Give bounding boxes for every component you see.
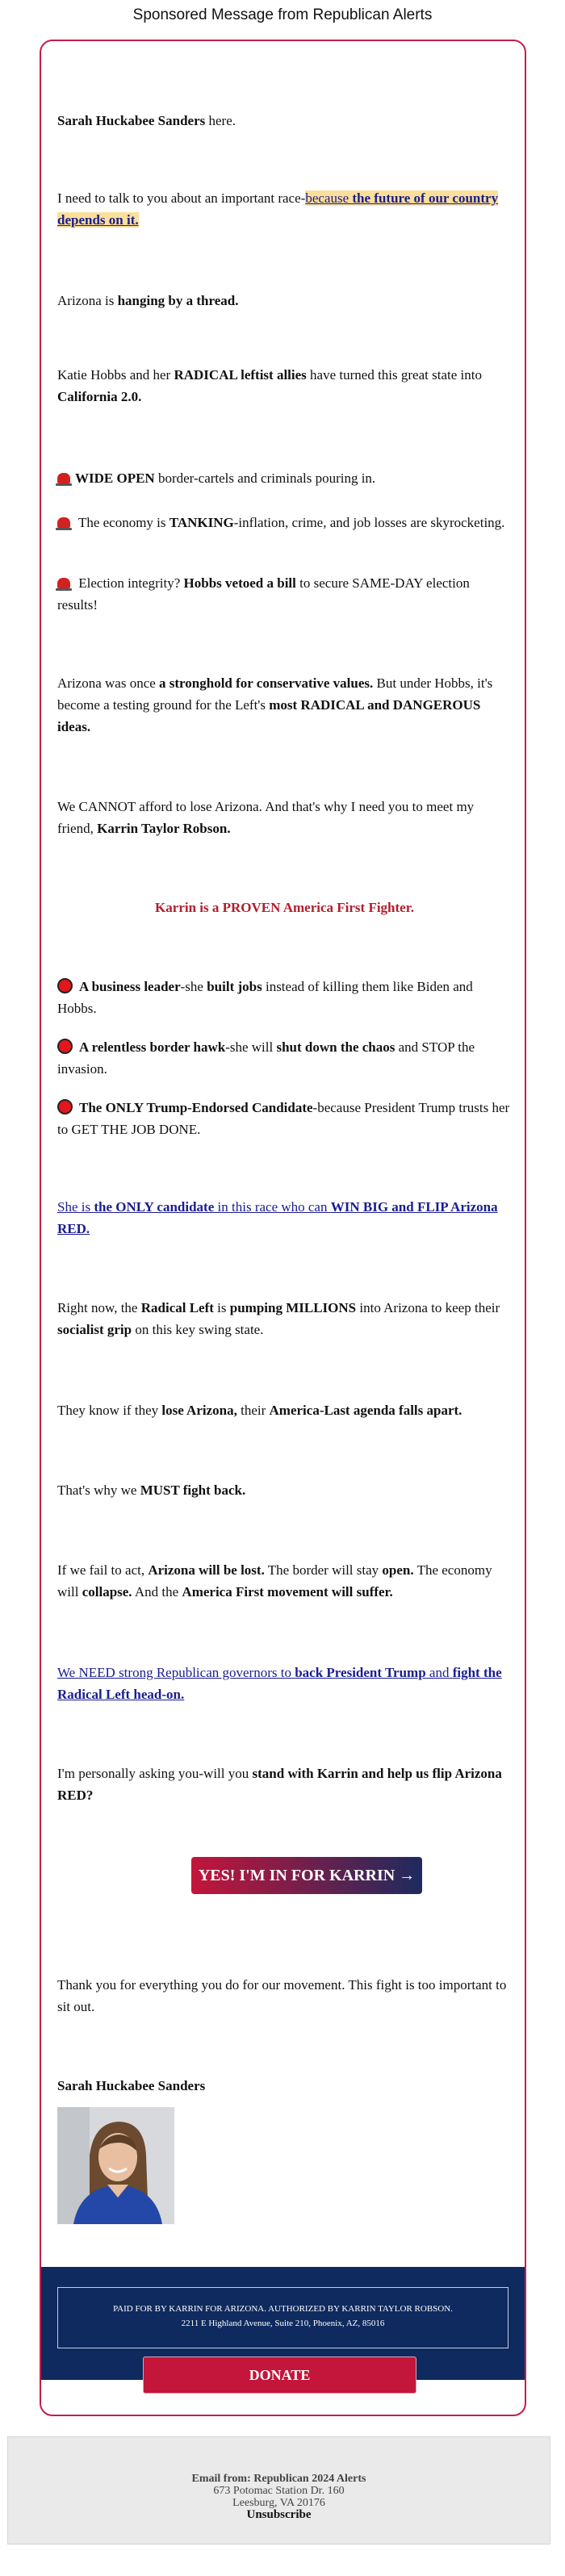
bullet-election: Election integrity? Hobbs vetoed a bill to secure SAME-DAY election results! bbox=[57, 575, 470, 613]
red-circle-icon bbox=[57, 978, 73, 993]
message-header-title: Sponsored Message from Republican Alerts bbox=[132, 6, 433, 23]
red-circle-icon bbox=[57, 1099, 73, 1114]
because-link[interactable]: because bbox=[305, 190, 353, 206]
red-circle-icon bbox=[57, 1039, 73, 1054]
bullet-border-hawk: A relentless border hawk-she will shut down the chaos and STOP the invasion. bbox=[57, 1039, 475, 1077]
email-card bbox=[40, 40, 526, 2416]
fail-to-act-paragraph: If we fail to act, Arizona will be lost. The border will stay open. The economy will collapse. And the America First movement will suffer. bbox=[57, 1562, 492, 1600]
meet-karrin-paragraph: We CANNOT afford to lose Arizona. And that's why I need you to meet my friend, Karrin Taylor Robson. bbox=[57, 799, 475, 836]
bullet-trump-endorsed: The ONLY Trump-Endorsed Candidate-because President Trump trusts her to GET THE JOB DONE. bbox=[57, 1100, 510, 1137]
only-candidate-link[interactable]: She is the ONLY candidate in this race who can WIN BIG and FLIP Arizona RED. bbox=[57, 1199, 498, 1236]
lose-arizona-paragraph: They know if they lose Arizona, their America-Last agenda falls apart. bbox=[57, 1403, 462, 1418]
intro-paragraph: I need to talk to you about an important race-because the future of our country depends on it. bbox=[57, 190, 499, 228]
siren-icon bbox=[57, 517, 70, 528]
arizona-paragraph: Arizona is hanging by a thread. bbox=[57, 293, 239, 308]
email-from: Email from: Republican 2024 Alerts bbox=[191, 2473, 366, 2485]
footer-band bbox=[41, 2267, 525, 2383]
donate-button[interactable]: DONATE bbox=[143, 2356, 416, 2394]
address-line-1: 673 Potomac Station Dr. 160 bbox=[213, 2485, 345, 2497]
thanks-paragraph: Thank you for everything you do for our movement. This fight is too important to sit out. bbox=[57, 1977, 507, 2014]
paid-for-disclaimer: PAID FOR BY KARRIN FOR ARIZONA. AUTHORIZED BY KARRIN TAYLOR ROBSON. 2211 E Highland Avenue, Suite 210, Phoenix, AZ, 85016 bbox=[57, 2287, 508, 2348]
address-line-2: Leesburg, VA 20176 bbox=[232, 2497, 325, 2509]
proven-fighter-heading: Karrin is a PROVEN America First Fighter. bbox=[155, 900, 414, 915]
bullet-economy: The economy is TANKING-inflation, crime, and job losses are skyrocketing. bbox=[57, 512, 512, 533]
bullet-business: A business leader-she built jobs instead of killing them like Biden and Hobbs. bbox=[57, 979, 473, 1016]
im-in-for-karrin-button[interactable]: YES! I'M IN FOR KARRIN → bbox=[191, 1857, 422, 1894]
future-link[interactable]: the future of our country depends on it. bbox=[57, 190, 499, 228]
email-footer bbox=[7, 2436, 550, 2545]
fight-back-paragraph: That's why we MUST fight back. bbox=[57, 1482, 246, 1498]
strong-governors-link[interactable]: We NEED strong Republican governors to back President Trump and fight the Radical Left head-on. bbox=[57, 1665, 502, 1702]
sanders-photo bbox=[57, 2107, 174, 2224]
siren-icon bbox=[57, 578, 70, 588]
siren-icon bbox=[57, 473, 70, 483]
radical-left-paragraph: Right now, the Radical Left is pumping MILLIONS into Arizona to keep their socialist grip on this key swing state. bbox=[57, 1300, 500, 1337]
unsubscribe-link[interactable]: Unsubscribe bbox=[246, 2508, 312, 2521]
bullet-border: WIDE OPEN border-cartels and criminals pouring in. bbox=[57, 467, 512, 489]
greeting: Sarah Huckabee Sanders here. bbox=[57, 113, 236, 128]
personal-ask-paragraph: I'm personally asking you-will you stand with Karrin and help us flip Arizona RED? bbox=[57, 1766, 502, 1803]
hobbs-paragraph: Katie Hobbs and her RADICAL leftist allies have turned this great state into California 2.0. bbox=[57, 367, 482, 404]
portrait-image bbox=[57, 2107, 174, 2224]
stronghold-paragraph: Arizona was once a stronghold for conservative values. But under Hobbs, it's become a testing ground for the Left's most RADICAL and DANGEROUS ideas. bbox=[57, 675, 493, 734]
signature-name: Sarah Huckabee Sanders bbox=[57, 2078, 206, 2093]
